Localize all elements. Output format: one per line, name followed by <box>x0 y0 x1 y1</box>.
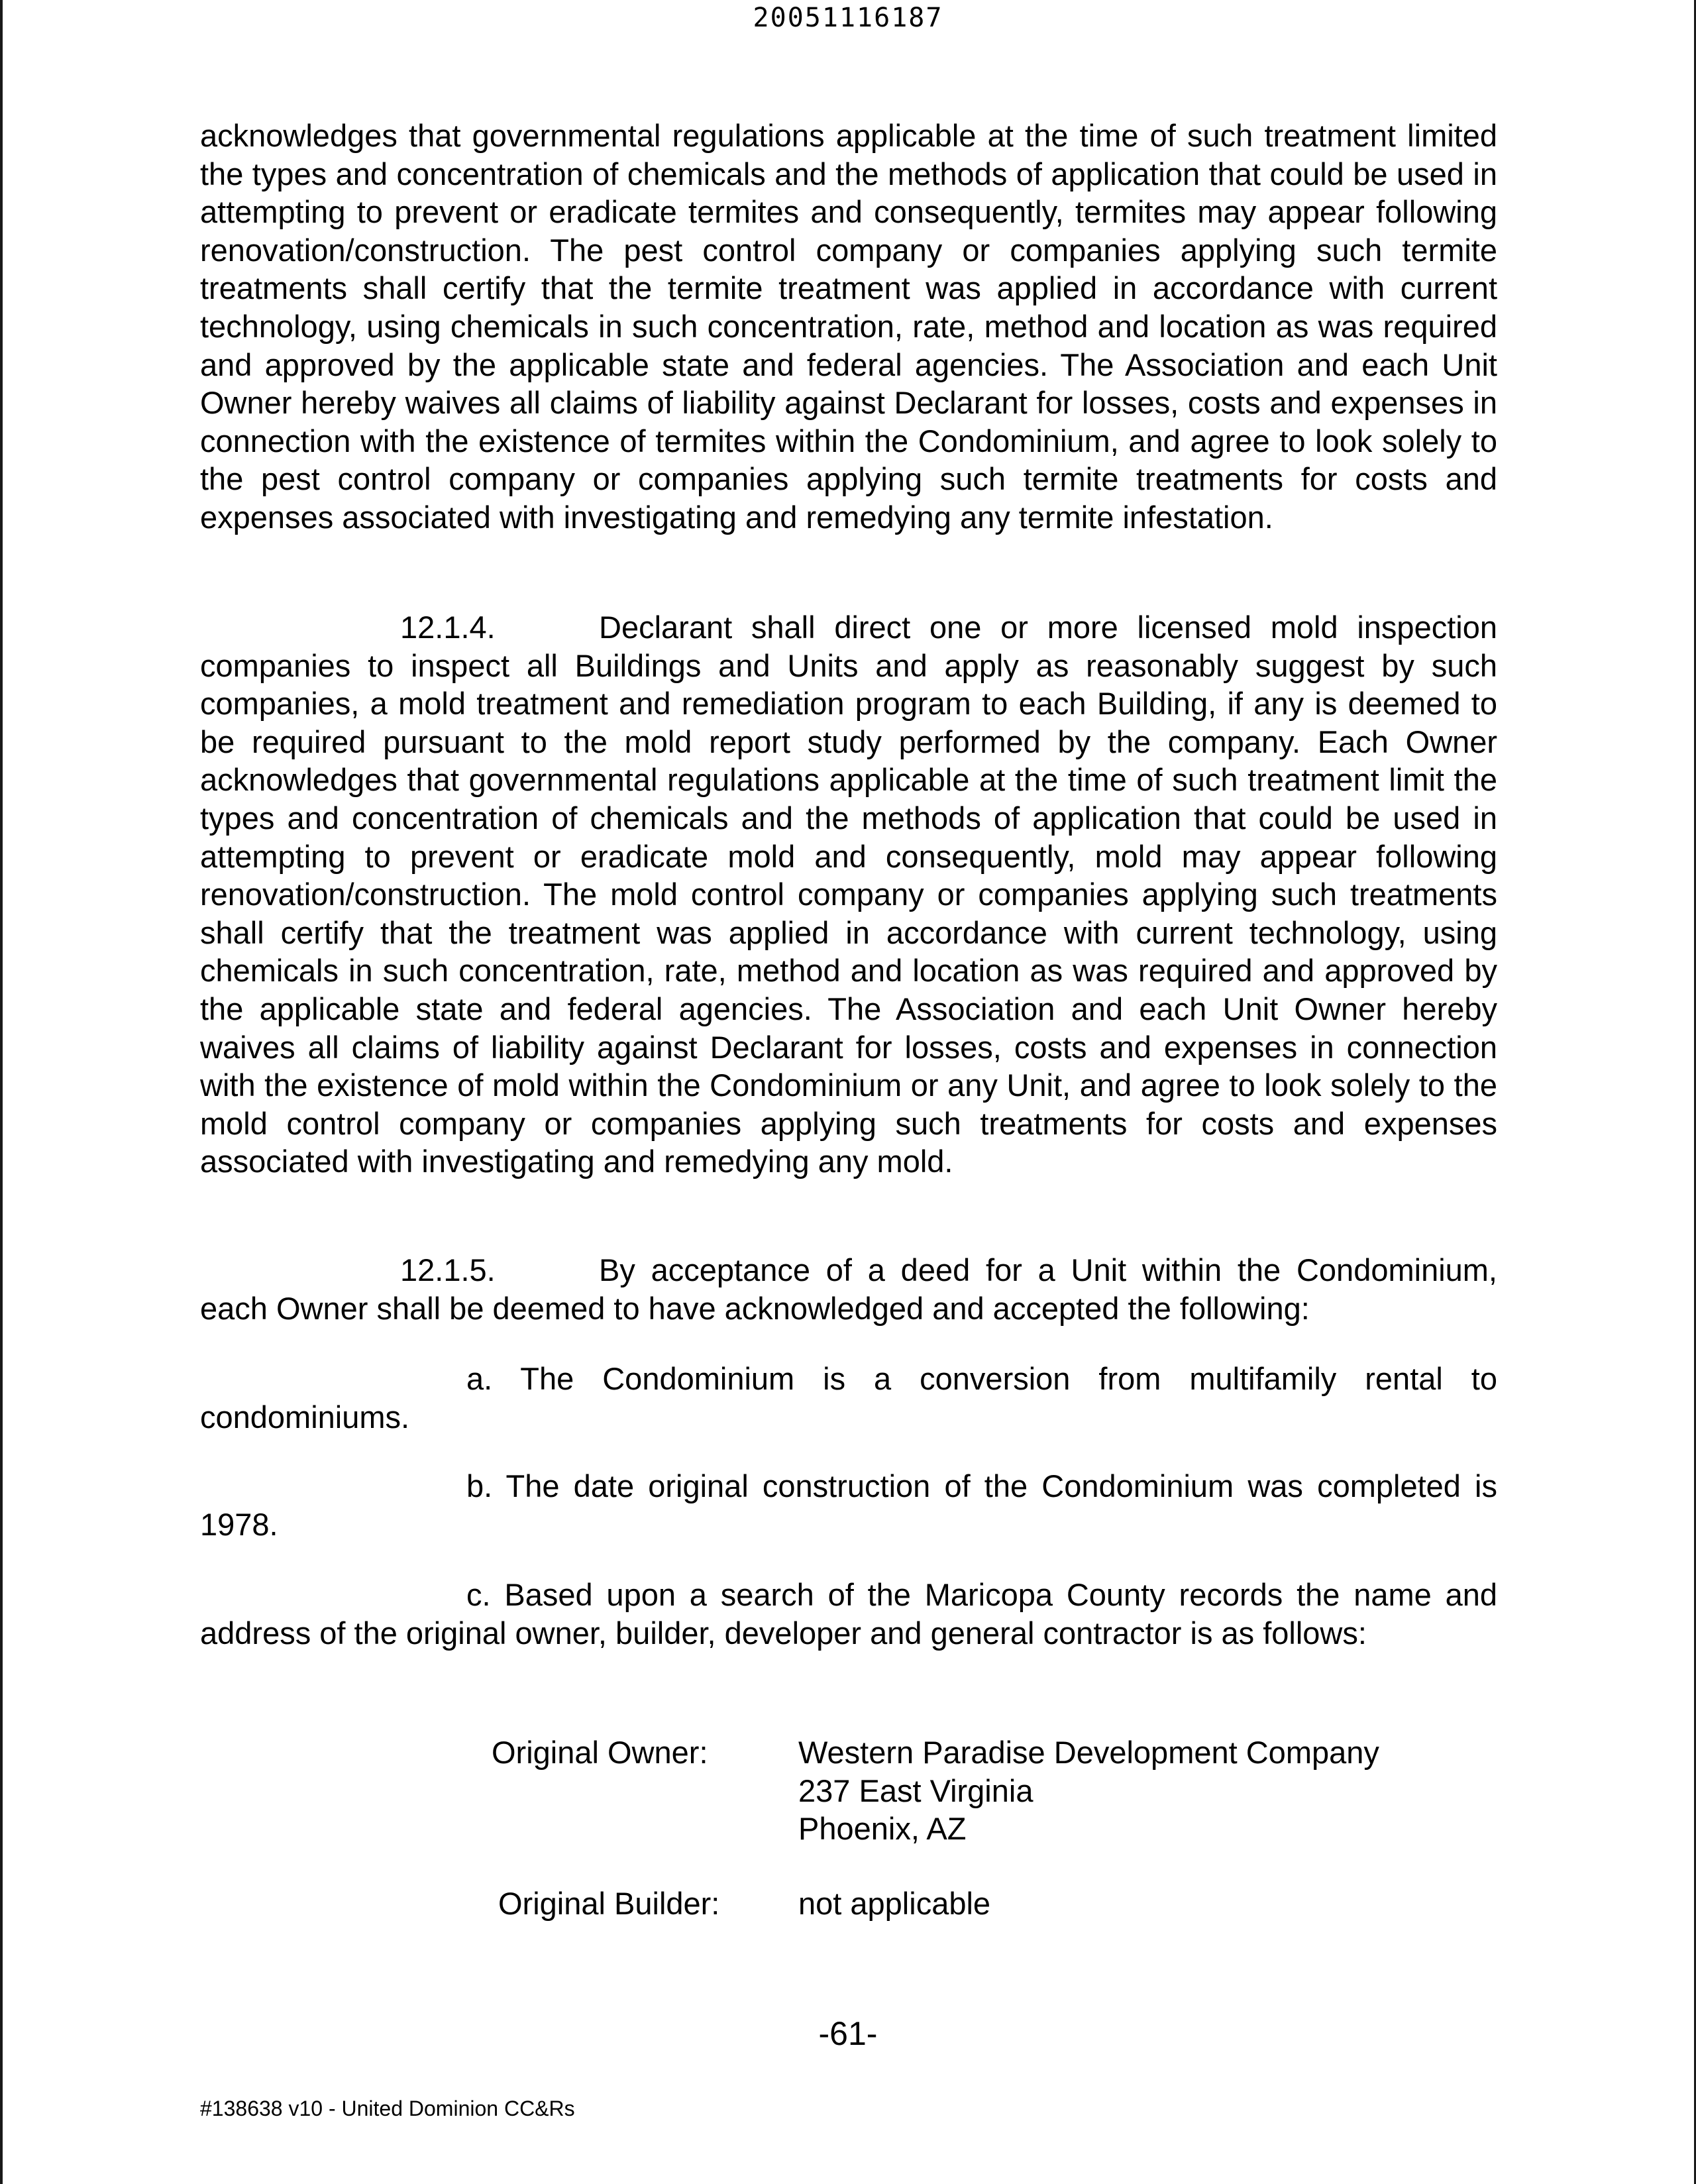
item-b-construction-date: b. The date original construction of the Condominium was completed is 1978. <box>200 1468 1497 1542</box>
original-builder-label: Original Builder: <box>498 1886 720 1921</box>
owner-name: Western Paradise Development Company <box>798 1735 1379 1770</box>
section-12-1-5 <box>200 1251 1497 1327</box>
owner-street: 237 East Virginia <box>798 1773 1034 1808</box>
item-c-county-records: c. Based upon a search of the Maricopa County records the name and address of the original owner, builder, developer and general contractor is as follows: <box>200 1577 1497 1651</box>
section-number: 12.1.5. <box>400 1252 496 1287</box>
original-owner-address <box>798 1733 1379 1848</box>
page-edge-left <box>0 0 3 2184</box>
section-number: 12.1.4. <box>400 610 496 645</box>
original-owner-label: Original Owner: <box>492 1735 708 1770</box>
item-a-conversion: a. The Condominium is a conversion from multifamily rental to condominiums. <box>200 1361 1497 1435</box>
original-builder-value: not applicable <box>798 1886 991 1921</box>
paragraph-termite-continuation: acknowledges that governmental regulations applicable at the time of such treatment limited the types and concentration of chemicals and the methods of application that could be used in attempting to prevent or eradicate termites and consequently, termites may appear following renovation/construction. The pest control company or companies applying such termite treatments shall certify that the termite treatment was applied in accordance with current technology, using chemicals in such concentration, rate, method and location as was required and approved by the applicable state and federal agencies. The Association and each Unit Owner hereby waives all claims of liability against Declarant for losses, costs and expenses in connection with the existence of termites within the Condominium, and agree to look solely to the pest control company or companies applying such termite treatments for costs and expenses associated with investigating and remedying any termite infestation. <box>200 118 1497 535</box>
document-reference: #138638 v10 - United Dominion CC&Rs <box>200 2097 575 2120</box>
section-text: By acceptance of a deed for a Unit within the Condominium, each Owner shall be deemed to have acknowledged and accepted the following: <box>200 1252 1497 1326</box>
section-12-1-4 <box>200 608 1497 1181</box>
section-text: Declarant shall direct one or more licensed mold inspection companies to inspect all Buildings and Units and apply as reasonably suggest by such companies, a mold treatment and remediation program to each Building, if any is deemed to be required pursuant to the mold report study performed by the company. Each Owner acknowledges that governmental regulations applicable at the time of such treatment limit the types and concentration of chemicals and the methods of application that could be used in attempting to prevent or eradicate mold and consequently, mold may appear following renovation/construction. The mold control company or companies applying such treatments shall certify that the treatment was applied in accordance with current technology, using chemicals in such concentration, rate, method and location as was required and approved by the applicable state and federal agencies. The Association and each Unit Owner hereby waives all claims of liability against Declarant for losses, costs and expenses in connection with the existence of mold within the Condominium or any Unit, and agree to look solely to the mold control company or companies applying such treatments for costs and expenses associated with investigating and remedying any mold. <box>200 610 1497 1179</box>
page-number: -61- <box>818 2015 878 2052</box>
owner-city: Phoenix, AZ <box>798 1811 967 1847</box>
recording-number: 20051116187 <box>753 3 943 33</box>
